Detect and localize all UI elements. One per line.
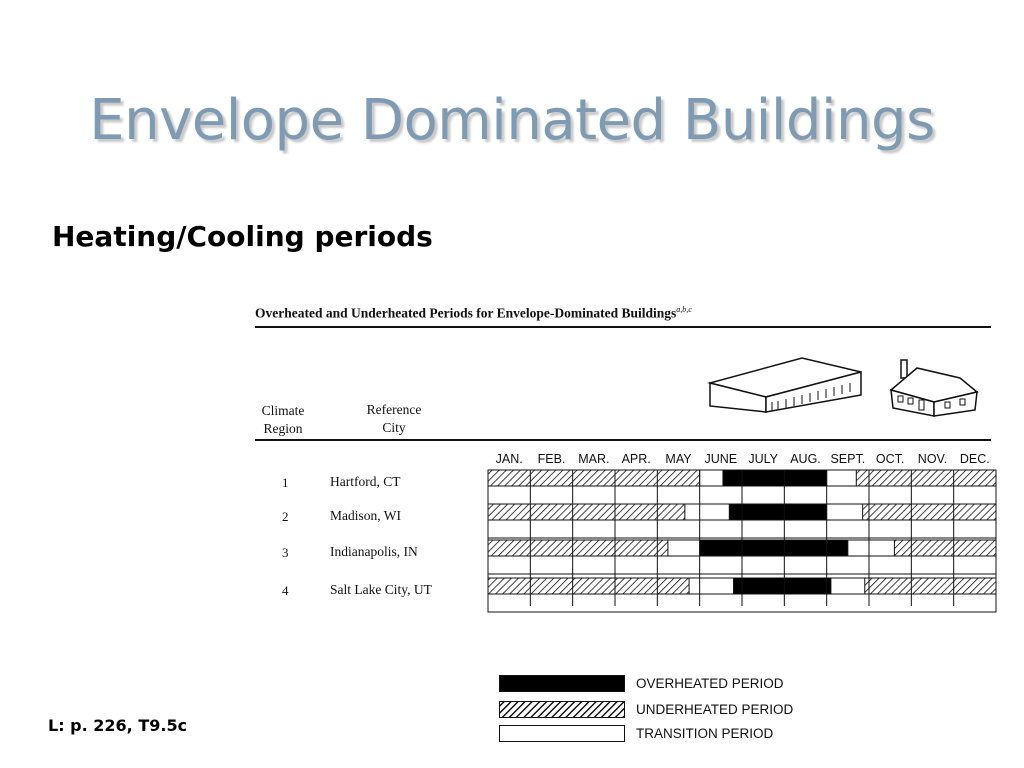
column-header-region-line1: Climate [261, 403, 305, 418]
underheated-period-bar [488, 470, 700, 486]
month-label: JUNE [704, 452, 738, 466]
overheated-period-bar [700, 540, 848, 556]
legend-swatch-overheated [499, 675, 625, 692]
overheated-period-bar [729, 504, 826, 520]
month-label: APR. [621, 452, 651, 466]
climate-region-number: 1 [282, 475, 289, 490]
month-label: SEPT. [830, 452, 866, 466]
overheated-period-bar [723, 470, 827, 486]
reference-city: Madison, WI [330, 508, 401, 523]
underheated-period-bar [894, 540, 996, 556]
climate-region-number: 4 [282, 583, 289, 598]
column-header-region-line2: Region [263, 421, 303, 436]
slide-title: Envelope Dominated Buildings [89, 88, 935, 153]
climate-region-number: 2 [282, 509, 289, 524]
month-label: MAY [665, 452, 692, 466]
climate-region-number: 3 [282, 545, 289, 560]
legend-label-transition: TRANSITION PERIOD [636, 726, 774, 741]
column-header-city-line2: City [382, 420, 406, 435]
reference-city: Salt Lake City, UT [330, 582, 432, 597]
table-title-superscript: a,b,c [676, 305, 692, 314]
slide-subtitle: Heating/Cooling periods [52, 220, 433, 253]
underheated-period-bar [488, 578, 689, 594]
underheated-period-bar [488, 540, 668, 556]
underheated-period-bar [865, 578, 996, 594]
month-label: NOV. [917, 452, 948, 466]
month-label: AUG. [790, 452, 821, 466]
month-label: DEC. [959, 452, 990, 466]
month-label: JULY [748, 452, 778, 466]
month-label: MAR. [578, 452, 610, 466]
legend-label-overheated: OVERHEATED PERIOD [636, 676, 784, 691]
month-label: JAN. [495, 452, 523, 466]
legend-label-underheated: UNDERHEATED PERIOD [636, 702, 794, 717]
underheated-period-bar [863, 504, 996, 520]
table-title-text: Overheated and Underheated Periods for Envelope-Dominated Buildings [255, 305, 677, 321]
legend-swatch-underheated [499, 701, 625, 718]
reference-city: Indianapolis, IN [330, 544, 418, 559]
reference-city: Hartford, CT [330, 474, 401, 489]
reference-note: L: p. 226, T9.5c [48, 716, 188, 735]
underheated-period-bar [856, 470, 996, 486]
month-label: FEB. [537, 452, 566, 466]
month-label: OCT. [875, 452, 905, 466]
overheated-period-bar [734, 578, 831, 594]
column-header-city-line1: Reference [366, 402, 422, 417]
legend-swatch-transition [499, 725, 625, 742]
underheated-period-bar [488, 504, 685, 520]
